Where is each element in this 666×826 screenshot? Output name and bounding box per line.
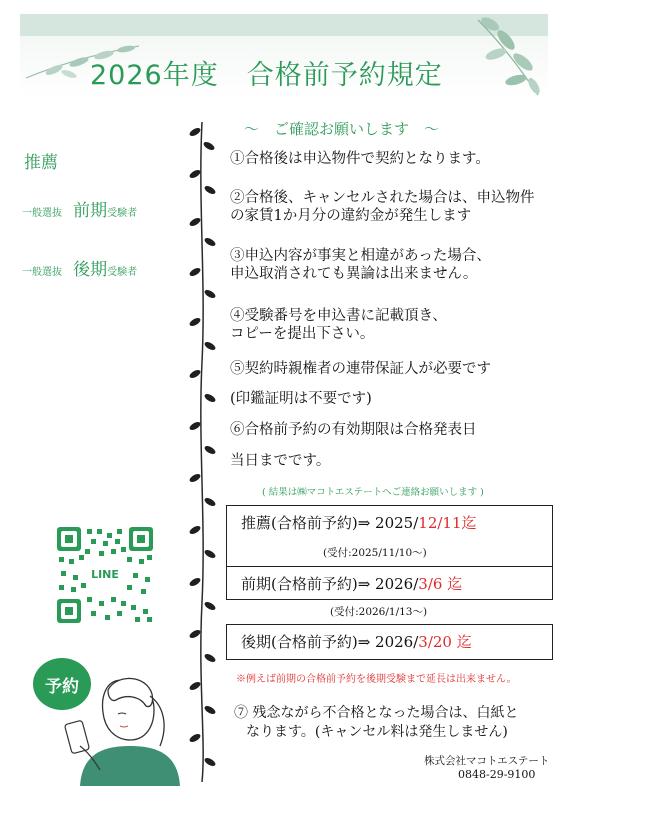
- company-phone: 0848-29-9100: [458, 768, 536, 781]
- rule-line: ⑦ 残念ながら不合格となった場合は、白紙と: [234, 705, 519, 721]
- period-label: 推薦(合格前予約)⇒ 2025/12/11迄: [241, 514, 477, 532]
- received-date: (受付:2025/11/10～): [323, 547, 427, 559]
- rule-line: の家賃1か月分の違約金が発生します: [230, 208, 472, 224]
- period-label: 前期(合格前予約)⇒ 2026/3/6 迄: [241, 575, 463, 593]
- rule-line: ③申込内容が事実と相違があった場合、: [230, 248, 491, 264]
- rule-4: [230, 307, 530, 343]
- general-prefix-label: 一般選抜: [22, 267, 62, 278]
- rule-line: ①合格後は申込物件で契約となります。: [230, 151, 490, 167]
- rule-5-note: [230, 390, 530, 408]
- company-name: 株式会社マコトエステート: [424, 755, 550, 767]
- received-date: (受付:2026/1/13～): [330, 606, 428, 618]
- period-deadline: 3/6 迄: [418, 575, 463, 593]
- category-late-label: 後期: [73, 260, 108, 280]
- extension-note: ※例えば前期の合格前予約を後期受験まで延長は出来ません。: [236, 674, 517, 685]
- period-received-recommend: [226, 540, 553, 566]
- rule-line: ④受験番号を申込書に記載頂き、: [230, 308, 447, 324]
- rule-6: [230, 421, 530, 439]
- examinee-suffix-label: 受験者: [107, 208, 138, 219]
- reservation-bubble: 予約: [33, 658, 91, 710]
- period-box-early: [226, 566, 553, 600]
- rule-2: [230, 189, 535, 225]
- leaf-decoration-right-icon: [468, 10, 548, 100]
- period-deadline: 12/11迄: [418, 514, 477, 532]
- rule-line: ②合格後、キャンセルされた場合は、申込物件: [230, 190, 535, 206]
- period-box-late: [226, 624, 553, 660]
- rule-line: ⑥合格前予約の有効期限は合格発表日: [230, 422, 477, 438]
- category-recommend: [24, 148, 58, 173]
- examinee-suffix-label: 受験者: [107, 267, 138, 278]
- result-note: ( 結果は㈱マコトエステートへご連絡お願いします ): [262, 487, 484, 498]
- period-deadline: 3/20 迄: [418, 633, 472, 651]
- category-early: [22, 196, 137, 221]
- page-title: 2026年度 合格前予約規定: [90, 60, 443, 91]
- period-label: 後期(合格前予約)⇒ 2026/3/20 迄: [241, 633, 472, 651]
- rule-3: [230, 247, 530, 283]
- rule-line: 申込取消されても異論は出来ません。: [230, 266, 478, 282]
- rule-6-cont: [230, 452, 530, 470]
- rule-line: コピーを提出下さい。: [230, 326, 375, 342]
- rule-line: (印鑑証明は不要です): [230, 391, 372, 407]
- qr-line-label: LINE: [88, 568, 122, 581]
- rule-1: [230, 150, 530, 168]
- rule-7: [234, 704, 518, 742]
- general-prefix-label: 一般選抜: [22, 208, 62, 219]
- category-early-label: 前期: [73, 201, 108, 221]
- category-recommend-label: 推薦: [24, 153, 58, 173]
- rule-line: なります。(キャンセル料は発生しません): [246, 724, 508, 740]
- category-late: [22, 255, 137, 280]
- period-box-recommend: [226, 505, 553, 541]
- vine-decoration-icon: [188, 122, 218, 782]
- rule-5: [230, 360, 530, 378]
- confirm-heading: ～ ご確認お願いします ～: [244, 120, 440, 138]
- rule-line: ⑤契約時親権者の連帯保証人が必要です: [230, 361, 491, 377]
- rule-line: 当日までです。: [230, 453, 331, 469]
